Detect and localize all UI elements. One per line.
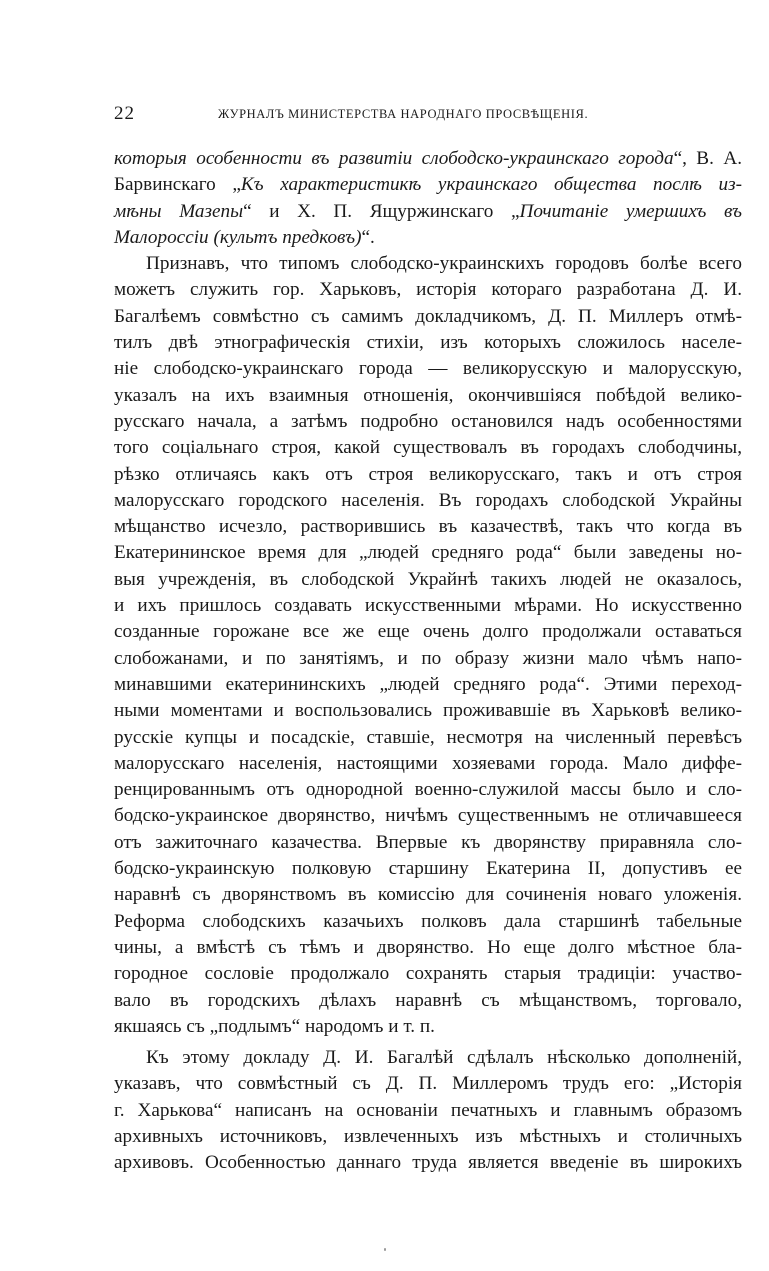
text-line: [114, 961, 742, 987]
body-text: [114, 146, 742, 1177]
text-line: [114, 1098, 742, 1124]
text-line: [114, 672, 742, 698]
text-segment: Барвинскаго „: [114, 174, 241, 196]
text-segment: Екатерининское время для „людей средняго рода“ были заведены но-: [114, 542, 742, 564]
text-line: [114, 540, 742, 566]
text-line: [114, 988, 742, 1014]
text-line: [114, 330, 742, 356]
text-line: [114, 225, 742, 251]
text-line: [114, 172, 742, 198]
text-segment: рѣзко отличаясь какъ отъ строя великорусскаго, такъ и отъ строя: [114, 463, 742, 485]
text-segment: созданные горожане все же еще очень долго продолжали оставаться: [114, 621, 742, 643]
text-segment: Багалѣемъ совмѣстно съ самимъ докладчикомъ, Д. П. Миллеръ отмѣ-: [114, 305, 742, 327]
text-segment: бодско-украинское дворянство, ничѣмъ существеннымъ не отличавшееся: [114, 805, 742, 827]
running-head: [114, 103, 642, 129]
text-line: [114, 146, 742, 172]
text-segment: можетъ служить гор. Харьковъ, исторія котораго разработана Д. И.: [114, 279, 742, 301]
text-segment: выя учрежденія, въ слободской Украйнѣ такихъ людей не оказалось,: [114, 568, 742, 590]
text-segment: ными моментами и воспользовались проживавшіе въ Харьковѣ велико-: [114, 700, 742, 722]
text-line: [114, 435, 742, 461]
text-segment: малорусскаго населенія, настоящими хозяевами города. Мало диффе-: [114, 752, 742, 774]
text-line: [114, 725, 742, 751]
text-line: [114, 251, 742, 277]
text-line: [114, 751, 742, 777]
text-segment: вало въ городскихъ дѣлахъ наравнѣ съ мѣщанствомъ, торговало,: [114, 989, 742, 1011]
text-segment: того соціальнаго строя, какой существовалъ въ городахъ слободчины,: [114, 437, 742, 459]
text-line: [114, 1071, 742, 1097]
text-line: [114, 777, 742, 803]
text-segment: отъ зажиточнаго казачества. Впервые къ дворянству приравняла сло-: [114, 831, 742, 853]
text-line: [114, 619, 742, 645]
text-line: [114, 1014, 742, 1040]
text-segment: ренцированнымъ отъ однородной военно-служилой массы было и сло-: [114, 779, 742, 801]
text-line: [114, 199, 742, 225]
text-line: [114, 1124, 742, 1150]
text-line: [114, 383, 742, 409]
text-segment: бодско-украинскую полковую старшину Екатерина II, допустивъ ее: [114, 858, 742, 880]
text-line: [114, 935, 742, 961]
text-segment: ніе слободско-украинскаго города — великорусскую и малорусскую,: [114, 358, 742, 380]
text-line: [114, 277, 742, 303]
text-line: [114, 909, 742, 935]
journal-title: ЖУРНАЛЪ МИНИСТЕРСТВА НАРОДНАГО ПРОСВѢЩЕНІЯ.: [218, 107, 589, 121]
text-segment: чины, а вмѣстѣ съ тѣмъ и дворянство. Но еще долго мѣстное бла-: [114, 936, 742, 958]
italic-segment: Малороссіи (культъ предковъ): [114, 226, 362, 248]
text-segment: указавъ, что совмѣстный съ Д. П. Миллеромъ трудъ его: „Исторія: [114, 1073, 742, 1095]
text-segment: г. Харькова“ написанъ на основаніи печатныхъ и главнымъ образомъ: [114, 1099, 742, 1121]
text-segment: Реформа слободскихъ казачьихъ полковъ дала старшинѣ табельные: [114, 910, 742, 932]
text-segment: Признавъ, что типомъ слободско-украинскихъ городовъ болѣе всего: [146, 253, 742, 275]
text-line: [114, 356, 742, 382]
text-line: [114, 856, 742, 882]
text-line: [114, 514, 742, 540]
text-segment: Къ этому докладу Д. И. Багалѣй сдѣлалъ нѣсколько дополненій,: [146, 1047, 742, 1069]
text-line: [114, 462, 742, 488]
text-segment: минавшими екатерининскихъ „людей средняго рода“. Этими переход-: [114, 673, 742, 695]
text-line: [114, 593, 742, 619]
text-line: [114, 1045, 742, 1071]
text-segment: и ихъ пришлось создавать искусственными мѣрами. Но искусственно: [114, 595, 742, 617]
text-segment: городное сословіе продолжало сохранять старыя традиціи: участво-: [114, 963, 742, 985]
text-line: [114, 488, 742, 514]
text-line: [114, 830, 742, 856]
text-line: [114, 882, 742, 908]
text-segment: мѣщанство исчезло, растворившись въ казачествѣ, такъ что когда въ: [114, 516, 742, 538]
text-line: [114, 304, 742, 330]
text-segment: якшаясь съ „подлымъ“ народомъ и т. п.: [114, 1015, 435, 1037]
italic-segment: Почитаніе умершихъ въ: [519, 200, 743, 222]
text-segment: “ и Х. П. Ящуржинскаго „: [243, 200, 520, 222]
italic-segment: мѣны Мазепы: [114, 200, 244, 222]
text-line: [114, 409, 742, 435]
page-speck: [384, 1248, 386, 1251]
text-segment: указалъ на ихъ взаимныя отношенія, окончившіяся побѣдой велико-: [114, 384, 742, 406]
text-segment: наравнѣ съ дворянствомъ въ комиссію для сочиненія новаго уложенія.: [114, 884, 742, 906]
text-line: [114, 567, 742, 593]
text-line: [114, 1150, 742, 1176]
text-line: [114, 646, 742, 672]
text-segment: русскіе купцы и посадскіе, ставшіе, несмотря на численный перевѣсъ: [114, 726, 742, 748]
text-segment: архивовъ. Особенностью даннаго труда является введеніе въ широкихъ: [114, 1152, 742, 1174]
italic-segment: которыя особенности въ развитіи слободско-украинскаго города: [114, 148, 674, 169]
text-segment: тилъ двѣ этнографическія стихіи, изъ которыхъ сложилось населе-: [114, 332, 742, 354]
italic-segment: Къ характеристикѣ украинскаго общества послѣ из-: [240, 174, 742, 196]
page-number: 22: [114, 103, 135, 124]
text-segment: “.: [361, 226, 375, 248]
text-line: [114, 803, 742, 829]
text-segment: слобожанами, и по занятіямъ, и по образу жизни мало чѣмъ напо-: [114, 647, 742, 669]
text-segment: русскаго начала, а затѣмъ подробно остановился надъ особенностями: [114, 410, 742, 432]
text-line: [114, 698, 742, 724]
text-segment: малорусскаго городского населенія. Въ городахъ слободской Украйны: [114, 489, 742, 511]
text-segment: архивныхъ источниковъ, извлеченныхъ изъ мѣстныхъ и столичныхъ: [114, 1125, 742, 1147]
text-segment: “, В. А.: [673, 148, 742, 169]
